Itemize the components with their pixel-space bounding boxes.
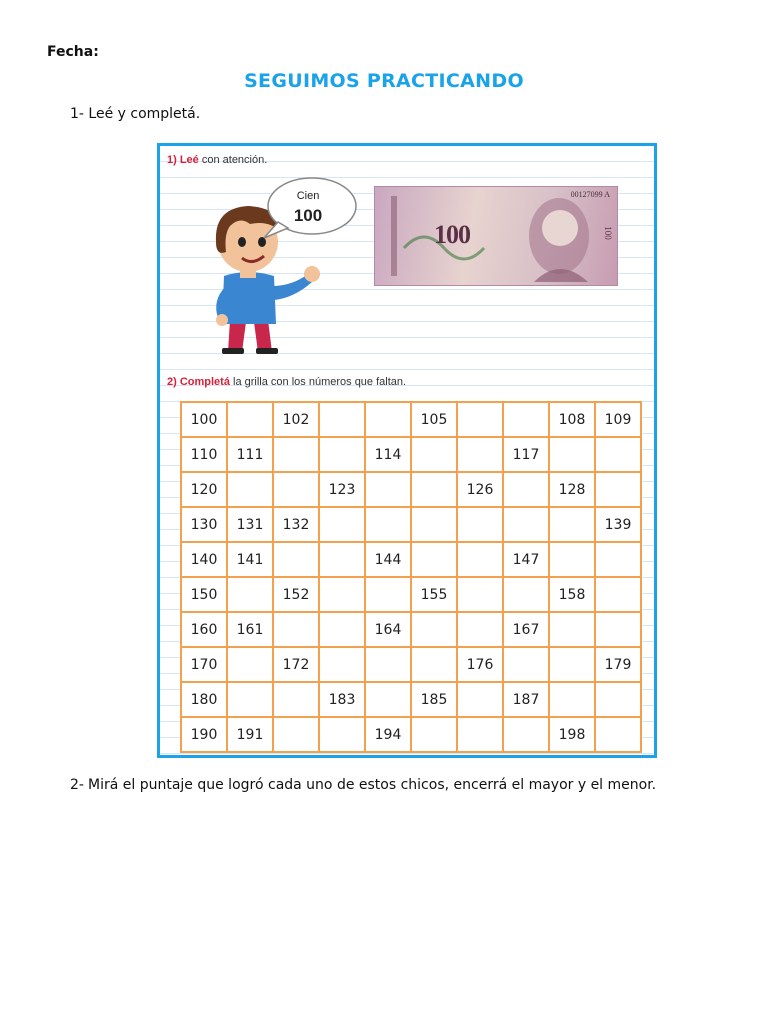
grid-cell: 139: [595, 507, 641, 542]
grid-row: [181, 507, 641, 542]
grid-cell: 190: [181, 717, 227, 752]
grid-row: [181, 612, 641, 647]
grid-cell-empty[interactable]: [595, 717, 641, 752]
question-2-number: 2-: [70, 777, 84, 793]
grid-cell: 152: [273, 577, 319, 612]
grid-cell-empty[interactable]: [365, 682, 411, 717]
grid-cell-empty[interactable]: [595, 472, 641, 507]
grid-cell-empty[interactable]: [595, 612, 641, 647]
bubble-text-number: 100: [293, 206, 323, 225]
grid-row: [181, 437, 641, 472]
instruction-1-bold: 1) Leé: [167, 154, 199, 166]
question-1: 1- Leé y completá.: [70, 106, 201, 122]
grid-cell-empty[interactable]: [503, 577, 549, 612]
grid-cell: 170: [181, 647, 227, 682]
grid-cell: 120: [181, 472, 227, 507]
grid-cell-empty[interactable]: [319, 437, 365, 472]
grid-cell: 128: [549, 472, 595, 507]
grid-cell-empty[interactable]: [411, 472, 457, 507]
grid-cell-empty[interactable]: [227, 472, 273, 507]
grid-cell-empty[interactable]: [319, 507, 365, 542]
grid-cell: 117: [503, 437, 549, 472]
grid-cell: 100: [181, 402, 227, 437]
grid-cell-empty[interactable]: [595, 682, 641, 717]
grid-cell-empty[interactable]: [319, 402, 365, 437]
grid-cell: 130: [181, 507, 227, 542]
grid-cell: 111: [227, 437, 273, 472]
grid-cell: 110: [181, 437, 227, 472]
grid-cell-empty[interactable]: [227, 402, 273, 437]
grid-row: [181, 682, 641, 717]
grid-cell-empty[interactable]: [365, 507, 411, 542]
grid-cell-empty[interactable]: [273, 437, 319, 472]
instruction-2-bold: 2) Completá: [167, 376, 230, 388]
grid-row: [181, 402, 641, 437]
grid-cell: 160: [181, 612, 227, 647]
grid-cell-empty[interactable]: [411, 437, 457, 472]
grid-cell: 147: [503, 542, 549, 577]
banknote-serial: 00127099 A: [570, 190, 610, 199]
grid-cell-empty[interactable]: [549, 682, 595, 717]
grid-cell-empty[interactable]: [319, 647, 365, 682]
grid-cell-empty[interactable]: [319, 577, 365, 612]
grid-cell: 126: [457, 472, 503, 507]
grid-cell-empty[interactable]: [503, 647, 549, 682]
grid-cell: 183: [319, 682, 365, 717]
grid-cell-empty[interactable]: [549, 612, 595, 647]
grid-cell: 140: [181, 542, 227, 577]
question-2-text: Mirá el puntaje que logró cada uno de estos chicos, encerrá el mayor y el menor.: [88, 777, 657, 793]
grid-cell-empty[interactable]: [411, 542, 457, 577]
grid-cell-empty[interactable]: [411, 507, 457, 542]
grid-cell-empty[interactable]: [595, 437, 641, 472]
banknote-portrait-icon: [374, 186, 618, 286]
grid-cell: 123: [319, 472, 365, 507]
grid-cell-empty[interactable]: [595, 542, 641, 577]
banknote-value: 100: [434, 220, 470, 249]
grid-cell: 167: [503, 612, 549, 647]
grid-cell: 150: [181, 577, 227, 612]
grid-cell: 161: [227, 612, 273, 647]
grid-cell-empty[interactable]: [549, 437, 595, 472]
grid-cell-empty[interactable]: [503, 507, 549, 542]
grid-cell: 108: [549, 402, 595, 437]
grid-cell: 176: [457, 647, 503, 682]
grid-cell-empty[interactable]: [227, 577, 273, 612]
number-grid: [180, 401, 642, 753]
grid-cell: 172: [273, 647, 319, 682]
grid-cell: 185: [411, 682, 457, 717]
grid-cell-empty[interactable]: [457, 542, 503, 577]
grid-cell: 141: [227, 542, 273, 577]
grid-cell-empty[interactable]: [227, 647, 273, 682]
grid-cell: 105: [411, 402, 457, 437]
grid-cell-empty[interactable]: [365, 472, 411, 507]
instruction-2: [167, 376, 406, 388]
grid-cell-empty[interactable]: [549, 647, 595, 682]
grid-cell-empty[interactable]: [457, 402, 503, 437]
grid-cell-empty[interactable]: [503, 717, 549, 752]
grid-row: [181, 647, 641, 682]
grid-cell-empty[interactable]: [365, 577, 411, 612]
grid-row: [181, 472, 641, 507]
grid-cell-empty[interactable]: [549, 507, 595, 542]
grid-cell-empty[interactable]: [549, 542, 595, 577]
instruction-1-text: con atención.: [198, 154, 268, 166]
banknote-side-value: 100: [602, 226, 613, 240]
grid-cell-empty[interactable]: [319, 717, 365, 752]
exercise-panel: [157, 143, 657, 758]
grid-cell-empty[interactable]: [273, 542, 319, 577]
grid-cell: 187: [503, 682, 549, 717]
grid-cell: 102: [273, 402, 319, 437]
grid-cell-empty[interactable]: [365, 647, 411, 682]
grid-cell-empty[interactable]: [457, 437, 503, 472]
grid-cell: 155: [411, 577, 457, 612]
grid-cell-empty[interactable]: [595, 577, 641, 612]
grid-cell: 191: [227, 717, 273, 752]
grid-cell-empty[interactable]: [319, 612, 365, 647]
grid-cell: 109: [595, 402, 641, 437]
grid-cell-empty[interactable]: [411, 612, 457, 647]
banknote-image: [374, 186, 618, 286]
grid-cell-empty[interactable]: [411, 647, 457, 682]
grid-cell-empty[interactable]: [273, 682, 319, 717]
grid-cell: 180: [181, 682, 227, 717]
grid-cell: 194: [365, 717, 411, 752]
instruction-1: [167, 154, 267, 166]
grid-cell-empty[interactable]: [457, 612, 503, 647]
grid-row: [181, 542, 641, 577]
date-label: Fecha:: [47, 44, 99, 60]
grid-cell-empty[interactable]: [365, 402, 411, 437]
grid-cell: 158: [549, 577, 595, 612]
grid-cell: 144: [365, 542, 411, 577]
bubble-text-word: Cien: [296, 190, 320, 202]
grid-cell-empty[interactable]: [503, 402, 549, 437]
grid-cell-empty[interactable]: [273, 717, 319, 752]
grid-cell-empty[interactable]: [457, 577, 503, 612]
grid-cell: 179: [595, 647, 641, 682]
grid-cell-empty[interactable]: [411, 717, 457, 752]
grid-cell-empty[interactable]: [503, 472, 549, 507]
grid-cell: 132: [273, 507, 319, 542]
grid-cell-empty[interactable]: [227, 682, 273, 717]
grid-row: [181, 717, 641, 752]
grid-cell-empty[interactable]: [319, 542, 365, 577]
grid-cell-empty[interactable]: [273, 472, 319, 507]
grid-cell: 198: [549, 717, 595, 752]
grid-cell-empty[interactable]: [273, 612, 319, 647]
grid-cell: 114: [365, 437, 411, 472]
question-2: [70, 776, 670, 795]
grid-cell: 131: [227, 507, 273, 542]
grid-cell-empty[interactable]: [457, 682, 503, 717]
grid-row: [181, 577, 641, 612]
page-title: SEGUIMOS PRACTICANDO: [244, 70, 524, 92]
instruction-2-text: la grilla con los números que faltan.: [229, 376, 407, 388]
grid-cell-empty[interactable]: [457, 717, 503, 752]
grid-cell: 164: [365, 612, 411, 647]
grid-cell-empty[interactable]: [457, 507, 503, 542]
